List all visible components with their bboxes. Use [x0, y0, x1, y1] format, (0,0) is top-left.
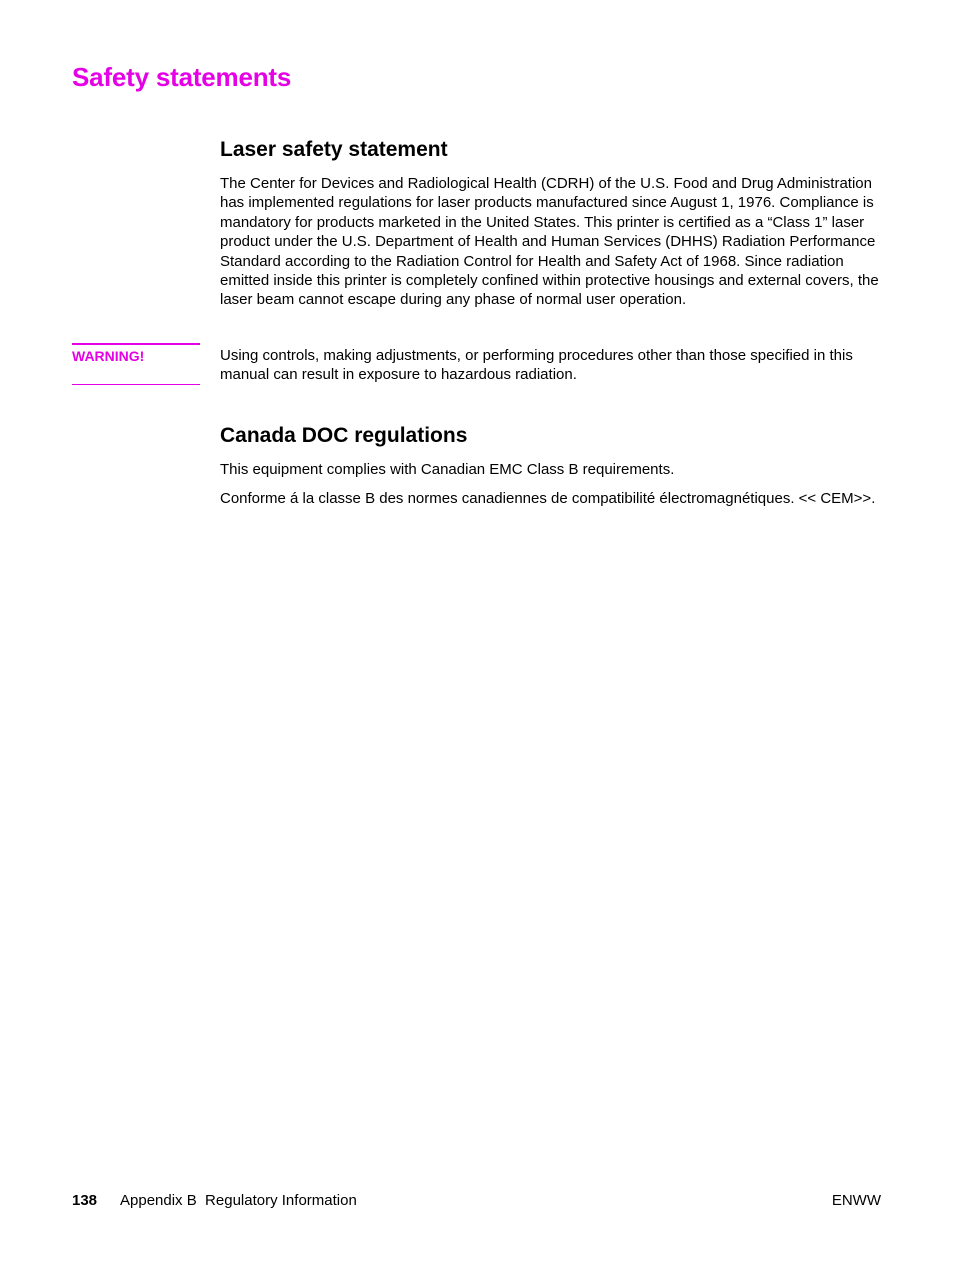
- canada-doc-heading: Canada DOC regulations: [220, 424, 468, 447]
- warning-label: WARNING!: [72, 348, 145, 364]
- canada-doc-paragraph-english: This equipment complies with Canadian EMC Class B requirements.: [220, 461, 675, 478]
- warning-text: Using controls, making adjustments, or performing procedures other than those specified in this manual can result in exposure to hazardous radiation.: [220, 347, 853, 384]
- footer-chapter-title: Appendix B Regulatory Information: [120, 1192, 357, 1209]
- laser-safety-heading: Laser safety statement: [220, 138, 448, 161]
- laser-safety-paragraph: The Center for Devices and Radiological Health (CDRH) of the U.S. Food and Drug Administration has implemented regulations for laser products manufactured since August 1, 1976. Compliance is mandatory for products marketed in the United States. This printer is certified as a “Class 1” laser product under the U.S. Department of Health and Human Services (DHHS) Radiation Performance Standard according to the Radiation Control for Health and Safety Act of 1968. Since radiation emitted inside this printer is completely confined within protective housings and external covers, the laser beam cannot escape during any phase of normal user operation.: [220, 175, 879, 309]
- warning-bottom-rule: [72, 384, 200, 385]
- warning-top-rule: [72, 343, 200, 345]
- footer-page-number: 138: [72, 1192, 98, 1209]
- footer-doc-code: ENWW: [831, 1192, 881, 1209]
- page-title: Safety statements: [72, 62, 292, 92]
- canada-doc-paragraph-french: Conforme á la classe B des normes canadiennes de compatibilité électromagnétiques. << CEM>>.: [220, 490, 876, 507]
